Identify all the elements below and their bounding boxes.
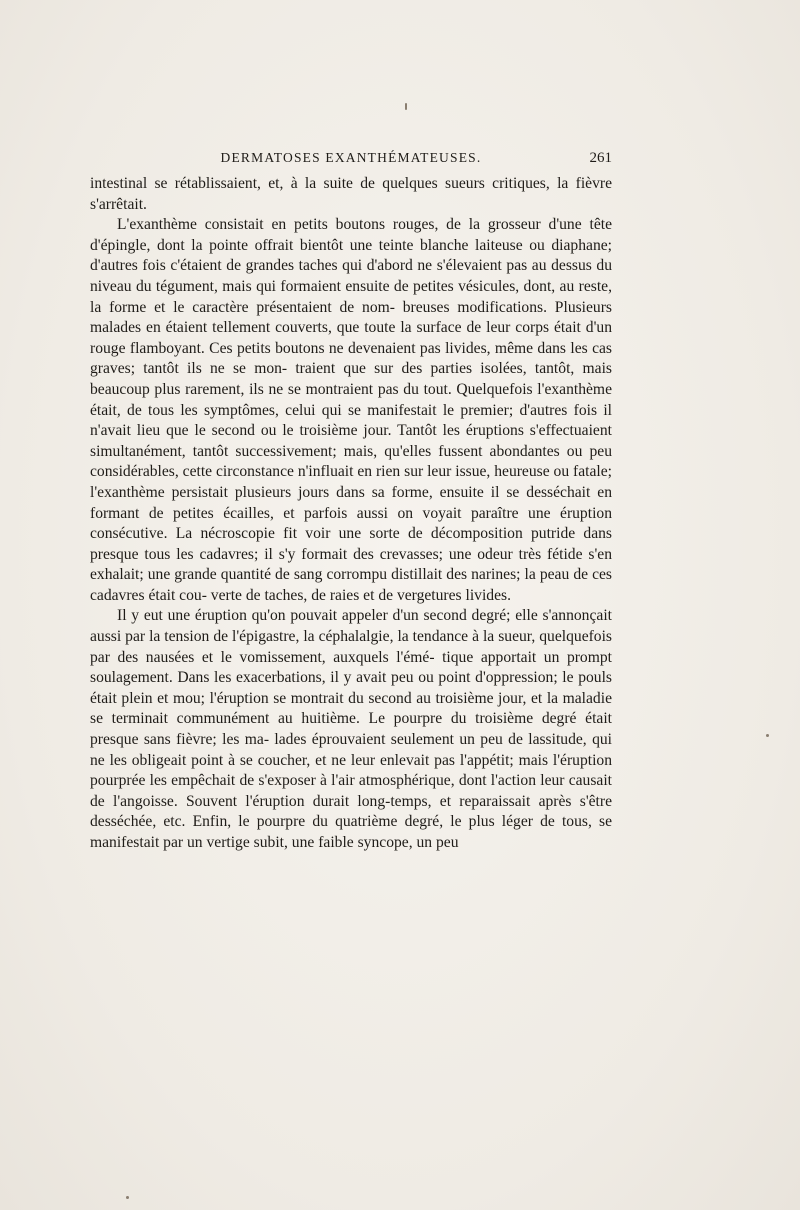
running-head: DERMATOSES EXANTHÉMATEUSES. (220, 150, 482, 165)
paragraph-continuation: intestinal se rétablissaient, et, à la suite de quelques sueurs critiques, la fièvre s'arrêtait. (90, 175, 612, 213)
paper-speck (766, 734, 769, 737)
paragraph-second-degree: Il y eut une éruption qu'on pouvait appeler d'un second degré; elle s'annonçait aussi par la tension de l'épigastre, la céphalalgie, la tendance à la sueur, quelquefois par des nausées et le vomissement, auxquels l'émé- tique apportait un prompt soulagement. Dans les exacerbations, il y avait peu ou point d'oppression; le pouls était plein et mou; l'éruption se montrait du second au troisième jour, et la maladie se terminait communément au huitième. Le pourpre du troisième degré était presque sans fièvre; les ma- lades éprouvaient seulement un peu de lassitude, qui ne les obligeait point à se coucher, et ne leur enlevait pas l'appétit; mais l'éruption pourprée les empêchait de s'exposer à l'air atmosphérique, dont l'action leur causait de l'angoisse. Souvent l'éruption durait long-temps, et reparaissait après s'être desséchée, etc. Enfin, le pourpre du quatrième degré, le plus léger de tous, se manifestait par un vertige subit, une faible syncope, un peu (90, 607, 612, 851)
body-text (90, 174, 612, 854)
paper-speck (405, 103, 407, 110)
paper-speck (126, 1196, 129, 1199)
paragraph-exantheme: L'exanthème consistait en petits boutons rouges, de la grosseur d'une tête d'épingle, dont la pointe offrait bientôt une teinte blanche laiteuse ou diaphane; d'autres fois c'étaient de grandes taches qui d'abord ne s'élevaient pas au dessus du niveau du tégument, mais qui formaient ensuite de petites vésicules, dont, au reste, la forme et le caractère présentaient de nom- breuses modifications. Plusieurs malades en étaient tellement couverts, que toute la surface de leur corps était d'un rouge flamboyant. Ces petits boutons ne devenaient pas livides, même dans les cas graves; tantôt ils ne se mon- traient que sur des parties isolées, tantôt, mais beaucoup plus rarement, ils ne se montraient pas du tout. Quelquefois l'exanthème était, de tous les symptômes, celui qui se manifestait le premier; d'autres fois il n'avait lieu que le second ou le troisième jour. Tantôt les éruptions s'effectuaient simultanément, tantôt successivement; mais, qu'elles fussent abondantes ou peu considérables, cette circonstance n'influait en rien sur leur issue, heureuse ou fatale; l'exanthème persistait plusieurs jours dans sa forme, ensuite il se desséchait en formant de petites écailles, et parfois aussi on voyait paraître une éruption consécutive. La nécroscopie fit voir une sorte de décomposition putride dans presque tous les cadavres; il s'y formait des crevasses; une odeur très fétide s'en exhalait; une grande quantité de sang corrompu distillait des narines; la peau de ces cadavres était cou- verte de taches, de raies et de vergetures livides. (90, 216, 612, 604)
page-number: 261 (589, 150, 612, 166)
page-header (90, 150, 612, 170)
